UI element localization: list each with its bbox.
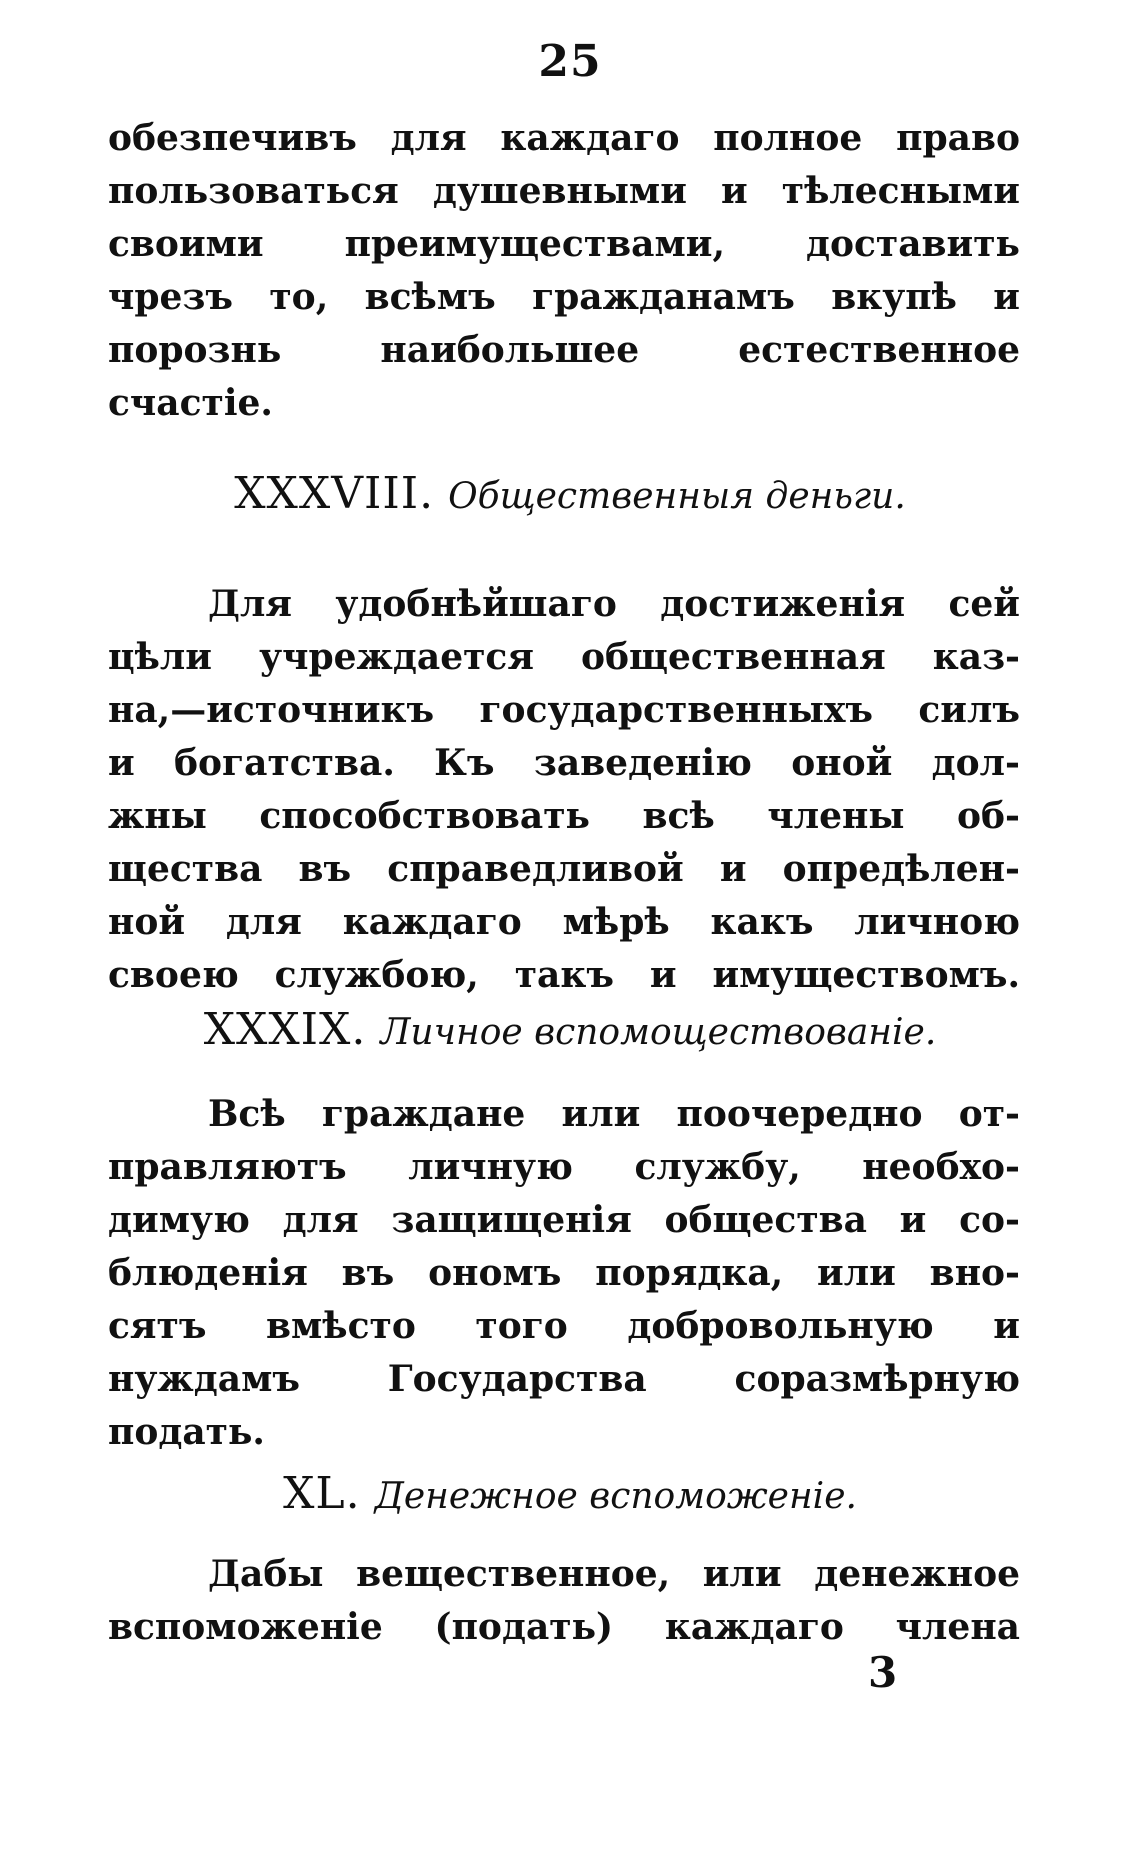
text-line: чрезъ то, всѣмъ гражданамъ вкупѣ и (108, 276, 1020, 318)
section-heading-39 (0, 1004, 1140, 1055)
section-number: XXXIX. (203, 1004, 367, 1055)
text-line: щества въ справедливой и опредѣлен- (108, 848, 1020, 890)
text-line: нуждамъ Государства соразмѣрную (108, 1358, 1020, 1400)
section-heading-38 (0, 468, 1140, 519)
section-title: Общественныя деньги. (448, 476, 906, 517)
paragraph-section-40 (108, 1548, 1020, 1654)
page-number: 25 (538, 36, 602, 87)
text-line: своею службою, такъ и имуществомъ. (108, 954, 1020, 996)
text-line: Для удобнѣйшаго достиженія сей (208, 583, 1020, 625)
section-number: XXXVIII. (234, 468, 435, 519)
text-line: счастіе. (108, 382, 273, 424)
text-line: и богатства. Къ заведенію оной дол- (108, 742, 1020, 784)
section-heading-40 (0, 1468, 1140, 1519)
signature-mark: 3 (868, 1648, 898, 1697)
section-title: Денежное вспоможеніе. (374, 1476, 857, 1517)
text-line: порознь наибольшее естественное (108, 329, 1020, 371)
text-line: на,—источникъ государственныхъ силъ (108, 689, 1020, 731)
text-line: подать. (108, 1411, 265, 1453)
text-line: пользоваться душевными и тѣлесными (108, 170, 1020, 212)
section-title: Личное вспомоществованіе. (380, 1012, 937, 1053)
text-line: вспоможеніе (подать) каждаго члена (108, 1606, 1020, 1648)
text-line: правляютъ личную службу, необхо- (108, 1146, 1020, 1188)
text-line: Дабы вещественное, или денежное (208, 1553, 1020, 1595)
text-line: ной для каждаго мѣрѣ какъ личною (108, 901, 1020, 943)
text-line: блюденія въ ономъ порядка, или вно- (108, 1252, 1020, 1294)
text-line: своими преимуществами, доставить (108, 223, 1020, 265)
text-line: обезпечивъ для каждаго полное право (108, 117, 1020, 159)
paragraph-section-39 (108, 1088, 1020, 1459)
text-line: сятъ вмѣсто того добровольную и (108, 1305, 1020, 1347)
paragraph-section-38 (108, 578, 1020, 1002)
section-number: XL. (283, 1468, 361, 1519)
paragraph-continuation (108, 112, 1020, 430)
text-line: димую для защищенія общества и со- (108, 1199, 1020, 1241)
text-line: Всѣ граждане или поочередно от- (208, 1093, 1020, 1135)
text-line: цѣли учреждается общественная каз- (108, 636, 1020, 678)
text-line: жны способствовать всѣ члены об- (108, 795, 1020, 837)
